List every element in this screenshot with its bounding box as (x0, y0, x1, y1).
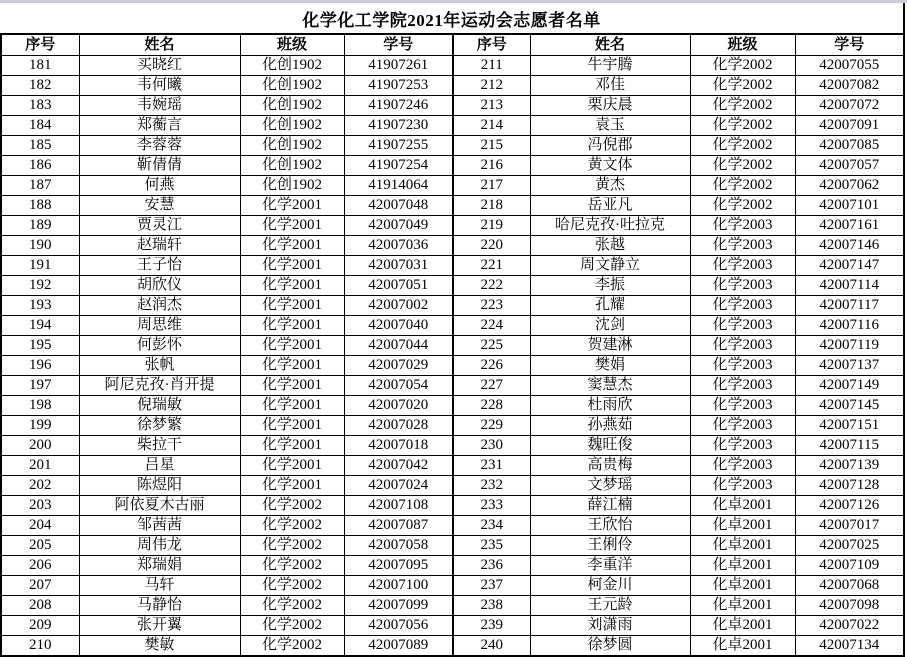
student-id-cell: 42007115 (795, 436, 904, 456)
student-id-cell: 42007085 (795, 136, 904, 156)
name-cell: 柴拉干 (79, 436, 240, 456)
class-cell: 化卓2001 (690, 576, 795, 596)
name-cell: 栗庆晨 (530, 96, 690, 116)
student-id-cell: 41914064 (344, 176, 453, 196)
student-id-cell: 42007126 (795, 496, 904, 516)
serial-cell: 226 (453, 356, 530, 376)
table-row (1, 516, 904, 536)
class-cell: 化学2002 (690, 76, 795, 96)
student-id-cell: 42007040 (344, 316, 453, 336)
student-id-cell: 42007108 (344, 496, 453, 516)
name-cell: 杜雨欣 (530, 396, 690, 416)
name-cell: 郑瑞娟 (79, 556, 240, 576)
table-row (1, 436, 904, 456)
name-cell: 买晓红 (79, 56, 240, 76)
serial-cell: 192 (1, 276, 79, 296)
table-row (1, 616, 904, 636)
student-id-cell: 42007017 (795, 516, 904, 536)
serial-cell: 206 (1, 556, 79, 576)
table-row (1, 596, 904, 616)
name-cell: 周文静立 (530, 256, 690, 276)
name-cell: 阿依夏木古丽 (79, 496, 240, 516)
student-id-cell: 42007087 (344, 516, 453, 536)
class-cell: 化卓2001 (690, 496, 795, 516)
table-row (1, 536, 904, 556)
student-id-cell: 42007137 (795, 356, 904, 376)
class-cell: 化卓2001 (690, 616, 795, 636)
student-id-cell: 42007020 (344, 396, 453, 416)
table-row (1, 556, 904, 576)
class-cell: 化学2002 (690, 156, 795, 176)
name-cell: 樊娟 (530, 356, 690, 376)
name-cell: 冯倪郡 (530, 136, 690, 156)
table-header-row (1, 34, 904, 56)
student-id-cell: 42007018 (344, 436, 453, 456)
table-row (1, 156, 904, 176)
column-header-serial: 序号 (1, 34, 79, 56)
class-cell: 化创1902 (240, 76, 344, 96)
serial-cell: 203 (1, 496, 79, 516)
class-cell: 化卓2001 (690, 556, 795, 576)
class-cell: 化学2002 (690, 136, 795, 156)
student-id-cell: 42007024 (344, 476, 453, 496)
table-row (1, 256, 904, 276)
student-id-cell: 42007031 (344, 256, 453, 276)
student-id-cell: 42007101 (795, 196, 904, 216)
name-cell: 徐梦圆 (530, 636, 690, 657)
student-id-cell: 42007089 (344, 636, 453, 657)
serial-cell: 187 (1, 176, 79, 196)
name-cell: 袁玉 (530, 116, 690, 136)
serial-cell: 204 (1, 516, 79, 536)
student-id-cell: 42007055 (795, 56, 904, 76)
name-cell: 李振 (530, 276, 690, 296)
serial-cell: 198 (1, 396, 79, 416)
class-cell: 化学2001 (240, 256, 344, 276)
student-id-cell: 42007054 (344, 376, 453, 396)
class-cell: 化创1902 (240, 156, 344, 176)
serial-cell: 223 (453, 296, 530, 316)
class-cell: 化学2003 (690, 396, 795, 416)
name-cell: 何彭怀 (79, 336, 240, 356)
serial-cell: 215 (453, 136, 530, 156)
name-cell: 孙燕茹 (530, 416, 690, 436)
name-cell: 王欣怡 (530, 516, 690, 536)
table-row (1, 376, 904, 396)
student-id-cell: 42007042 (344, 456, 453, 476)
serial-cell: 189 (1, 216, 79, 236)
class-cell: 化学2002 (240, 636, 344, 657)
table-row (1, 576, 904, 596)
class-cell: 化学2001 (240, 216, 344, 236)
serial-cell: 209 (1, 616, 79, 636)
class-cell: 化学2002 (690, 56, 795, 76)
class-cell: 化学2003 (690, 436, 795, 456)
student-id-cell: 42007109 (795, 556, 904, 576)
table-row (1, 76, 904, 96)
student-id-cell: 41907246 (344, 96, 453, 116)
name-cell: 刘潇雨 (530, 616, 690, 636)
student-id-cell: 42007002 (344, 296, 453, 316)
serial-cell: 186 (1, 156, 79, 176)
name-cell: 安慧 (79, 196, 240, 216)
class-cell: 化学2001 (240, 196, 344, 216)
student-id-cell: 42007099 (344, 596, 453, 616)
serial-cell: 208 (1, 596, 79, 616)
student-id-cell: 41907230 (344, 116, 453, 136)
title-bar (0, 3, 905, 33)
student-id-cell: 42007044 (344, 336, 453, 356)
table-row (1, 336, 904, 356)
name-cell: 张越 (530, 236, 690, 256)
serial-cell: 191 (1, 256, 79, 276)
table-row (1, 116, 904, 136)
serial-cell: 184 (1, 116, 79, 136)
name-cell: 樊敏 (79, 636, 240, 657)
name-cell: 倪瑞敏 (79, 396, 240, 416)
table-row (1, 496, 904, 516)
serial-cell: 240 (453, 636, 530, 657)
serial-cell: 237 (453, 576, 530, 596)
column-header-name: 姓名 (79, 34, 240, 56)
class-cell: 化卓2001 (690, 536, 795, 556)
serial-cell: 202 (1, 476, 79, 496)
serial-cell: 183 (1, 96, 79, 116)
class-cell: 化卓2001 (690, 596, 795, 616)
serial-cell: 228 (453, 396, 530, 416)
serial-cell: 218 (453, 196, 530, 216)
class-cell: 化学2001 (240, 416, 344, 436)
class-cell: 化创1902 (240, 56, 344, 76)
table-row (1, 56, 904, 76)
column-header-class: 班级 (690, 34, 795, 56)
serial-cell: 185 (1, 136, 79, 156)
student-id-cell: 42007091 (795, 116, 904, 136)
name-cell: 孔耀 (530, 296, 690, 316)
name-cell: 徐梦繁 (79, 416, 240, 436)
student-id-cell: 42007058 (344, 536, 453, 556)
class-cell: 化学2001 (240, 276, 344, 296)
serial-cell: 182 (1, 76, 79, 96)
serial-cell: 181 (1, 56, 79, 76)
name-cell: 黄文体 (530, 156, 690, 176)
serial-cell: 190 (1, 236, 79, 256)
class-cell: 化学2001 (240, 336, 344, 356)
table-row (1, 636, 904, 657)
class-cell: 化学2003 (690, 316, 795, 336)
column-header-serial: 序号 (453, 34, 530, 56)
table-row (1, 296, 904, 316)
name-cell: 邓佳 (530, 76, 690, 96)
student-id-cell: 42007161 (795, 216, 904, 236)
serial-cell: 231 (453, 456, 530, 476)
serial-cell: 220 (453, 236, 530, 256)
class-cell: 化创1902 (240, 96, 344, 116)
student-id-cell: 42007028 (344, 416, 453, 436)
class-cell: 化学2003 (690, 416, 795, 436)
name-cell: 王子怡 (79, 256, 240, 276)
serial-cell: 236 (453, 556, 530, 576)
serial-cell: 194 (1, 316, 79, 336)
class-cell: 化学2002 (240, 536, 344, 556)
student-id-cell: 42007072 (795, 96, 904, 116)
name-cell: 王俐伶 (530, 536, 690, 556)
student-id-cell: 42007062 (795, 176, 904, 196)
serial-cell: 234 (453, 516, 530, 536)
serial-cell: 235 (453, 536, 530, 556)
class-cell: 化卓2001 (690, 636, 795, 657)
table-row (1, 356, 904, 376)
table-row (1, 96, 904, 116)
class-cell: 化学2002 (690, 116, 795, 136)
serial-cell: 195 (1, 336, 79, 356)
serial-cell: 196 (1, 356, 79, 376)
class-cell: 化学2001 (240, 376, 344, 396)
serial-cell: 205 (1, 536, 79, 556)
student-id-cell: 42007117 (795, 296, 904, 316)
name-cell: 马轩 (79, 576, 240, 596)
class-cell: 化学2002 (240, 496, 344, 516)
student-id-cell: 42007147 (795, 256, 904, 276)
class-cell: 化学2002 (240, 576, 344, 596)
student-id-cell: 42007051 (344, 276, 453, 296)
student-id-cell: 42007057 (795, 156, 904, 176)
student-id-cell: 42007056 (344, 616, 453, 636)
name-cell: 赵瑞轩 (79, 236, 240, 256)
serial-cell: 216 (453, 156, 530, 176)
table-row (1, 416, 904, 436)
table-row (1, 176, 904, 196)
class-cell: 化学2001 (240, 356, 344, 376)
serial-cell: 217 (453, 176, 530, 196)
student-id-cell: 42007098 (795, 596, 904, 616)
serial-cell: 188 (1, 196, 79, 216)
table-row (1, 476, 904, 496)
name-cell: 韦婉瑶 (79, 96, 240, 116)
serial-cell: 213 (453, 96, 530, 116)
class-cell: 化学2003 (690, 376, 795, 396)
class-cell: 化学2003 (690, 296, 795, 316)
class-cell: 化学2003 (690, 256, 795, 276)
serial-cell: 210 (1, 636, 79, 657)
name-cell: 胡欣仪 (79, 276, 240, 296)
student-id-cell: 42007068 (795, 576, 904, 596)
name-cell: 贾灵江 (79, 216, 240, 236)
name-cell: 邹茜茜 (79, 516, 240, 536)
name-cell: 周思维 (79, 316, 240, 336)
class-cell: 化学2002 (240, 556, 344, 576)
name-cell: 沈剑 (530, 316, 690, 336)
serial-cell: 201 (1, 456, 79, 476)
name-cell: 马静怡 (79, 596, 240, 616)
serial-cell: 224 (453, 316, 530, 336)
student-id-cell: 42007049 (344, 216, 453, 236)
name-cell: 贺建淋 (530, 336, 690, 356)
student-id-cell: 42007114 (795, 276, 904, 296)
student-id-cell: 42007134 (795, 636, 904, 657)
class-cell: 化创1902 (240, 176, 344, 196)
name-cell: 陈煜阳 (79, 476, 240, 496)
name-cell: 魏旺俊 (530, 436, 690, 456)
table-row (1, 216, 904, 236)
student-id-cell: 42007128 (795, 476, 904, 496)
student-id-cell: 42007116 (795, 316, 904, 336)
name-cell: 郑蘅言 (79, 116, 240, 136)
serial-cell: 239 (453, 616, 530, 636)
name-cell: 周伟龙 (79, 536, 240, 556)
student-id-cell: 42007100 (344, 576, 453, 596)
class-cell: 化学2002 (690, 96, 795, 116)
class-cell: 化学2003 (690, 236, 795, 256)
class-cell: 化学2002 (690, 176, 795, 196)
column-header-class: 班级 (240, 34, 344, 56)
serial-cell: 221 (453, 256, 530, 276)
serial-cell: 222 (453, 276, 530, 296)
serial-cell: 230 (453, 436, 530, 456)
class-cell: 化创1902 (240, 116, 344, 136)
serial-cell: 200 (1, 436, 79, 456)
page-title: 化学化工学院2021年运动会志愿者名单 (302, 10, 601, 30)
name-cell: 吕星 (79, 456, 240, 476)
table-row (1, 456, 904, 476)
student-id-cell: 42007095 (344, 556, 453, 576)
table-row (1, 316, 904, 336)
column-header-name: 姓名 (530, 34, 690, 56)
serial-cell: 212 (453, 76, 530, 96)
name-cell: 赵润杰 (79, 296, 240, 316)
name-cell: 李重洋 (530, 556, 690, 576)
class-cell: 化学2002 (690, 196, 795, 216)
table-row (1, 396, 904, 416)
table-row (1, 136, 904, 156)
student-id-cell: 41907255 (344, 136, 453, 156)
class-cell: 化学2003 (690, 336, 795, 356)
serial-cell: 211 (453, 56, 530, 76)
student-id-cell: 42007048 (344, 196, 453, 216)
class-cell: 化学2001 (240, 456, 344, 476)
class-cell: 化学2003 (690, 456, 795, 476)
serial-cell: 199 (1, 416, 79, 436)
name-cell: 哈尼克孜·吐拉克 (530, 216, 690, 236)
student-id-cell: 42007022 (795, 616, 904, 636)
serial-cell: 227 (453, 376, 530, 396)
student-id-cell: 41907261 (344, 56, 453, 76)
name-cell: 靳倩倩 (79, 156, 240, 176)
class-cell: 化学2003 (690, 216, 795, 236)
name-cell: 岳亚凡 (530, 196, 690, 216)
student-id-cell: 42007146 (795, 236, 904, 256)
student-id-cell: 42007139 (795, 456, 904, 476)
class-cell: 化学2001 (240, 296, 344, 316)
serial-cell: 233 (453, 496, 530, 516)
table-row (1, 196, 904, 216)
name-cell: 张帆 (79, 356, 240, 376)
serial-cell: 238 (453, 596, 530, 616)
student-id-cell: 42007151 (795, 416, 904, 436)
name-cell: 黄杰 (530, 176, 690, 196)
name-cell: 薛江楠 (530, 496, 690, 516)
name-cell: 李蓉蓉 (79, 136, 240, 156)
class-cell: 化学2002 (240, 596, 344, 616)
student-id-cell: 42007025 (795, 536, 904, 556)
serial-cell: 232 (453, 476, 530, 496)
class-cell: 化学2003 (690, 356, 795, 376)
class-cell: 化学2001 (240, 236, 344, 256)
table-row (1, 236, 904, 256)
student-id-cell: 41907254 (344, 156, 453, 176)
student-id-cell: 42007036 (344, 236, 453, 256)
name-cell: 张开翼 (79, 616, 240, 636)
serial-cell: 214 (453, 116, 530, 136)
student-id-cell: 42007149 (795, 376, 904, 396)
class-cell: 化学2003 (690, 276, 795, 296)
serial-cell: 193 (1, 296, 79, 316)
column-header-student-id: 学号 (795, 34, 904, 56)
name-cell: 王元龄 (530, 596, 690, 616)
class-cell: 化学2001 (240, 396, 344, 416)
name-cell: 阿尼克孜·肖开提 (79, 376, 240, 396)
name-cell: 牛宇腾 (530, 56, 690, 76)
name-cell: 何燕 (79, 176, 240, 196)
name-cell: 柯金川 (530, 576, 690, 596)
serial-cell: 219 (453, 216, 530, 236)
name-cell: 文梦瑶 (530, 476, 690, 496)
student-id-cell: 42007145 (795, 396, 904, 416)
student-id-cell: 41907253 (344, 76, 453, 96)
class-cell: 化卓2001 (690, 516, 795, 536)
student-id-cell: 42007082 (795, 76, 904, 96)
serial-cell: 207 (1, 576, 79, 596)
name-cell: 高贵梅 (530, 456, 690, 476)
name-cell: 韦何曦 (79, 76, 240, 96)
name-cell: 窦慧杰 (530, 376, 690, 396)
serial-cell: 229 (453, 416, 530, 436)
class-cell: 化学2003 (690, 476, 795, 496)
class-cell: 化学2001 (240, 436, 344, 456)
class-cell: 化学2001 (240, 476, 344, 496)
volunteer-roster-table (0, 33, 905, 657)
column-header-student-id: 学号 (344, 34, 453, 56)
class-cell: 化创1902 (240, 136, 344, 156)
student-id-cell: 42007029 (344, 356, 453, 376)
class-cell: 化学2001 (240, 316, 344, 336)
table-row (1, 276, 904, 296)
serial-cell: 197 (1, 376, 79, 396)
class-cell: 化学2002 (240, 616, 344, 636)
serial-cell: 225 (453, 336, 530, 356)
student-id-cell: 42007119 (795, 336, 904, 356)
class-cell: 化学2002 (240, 516, 344, 536)
